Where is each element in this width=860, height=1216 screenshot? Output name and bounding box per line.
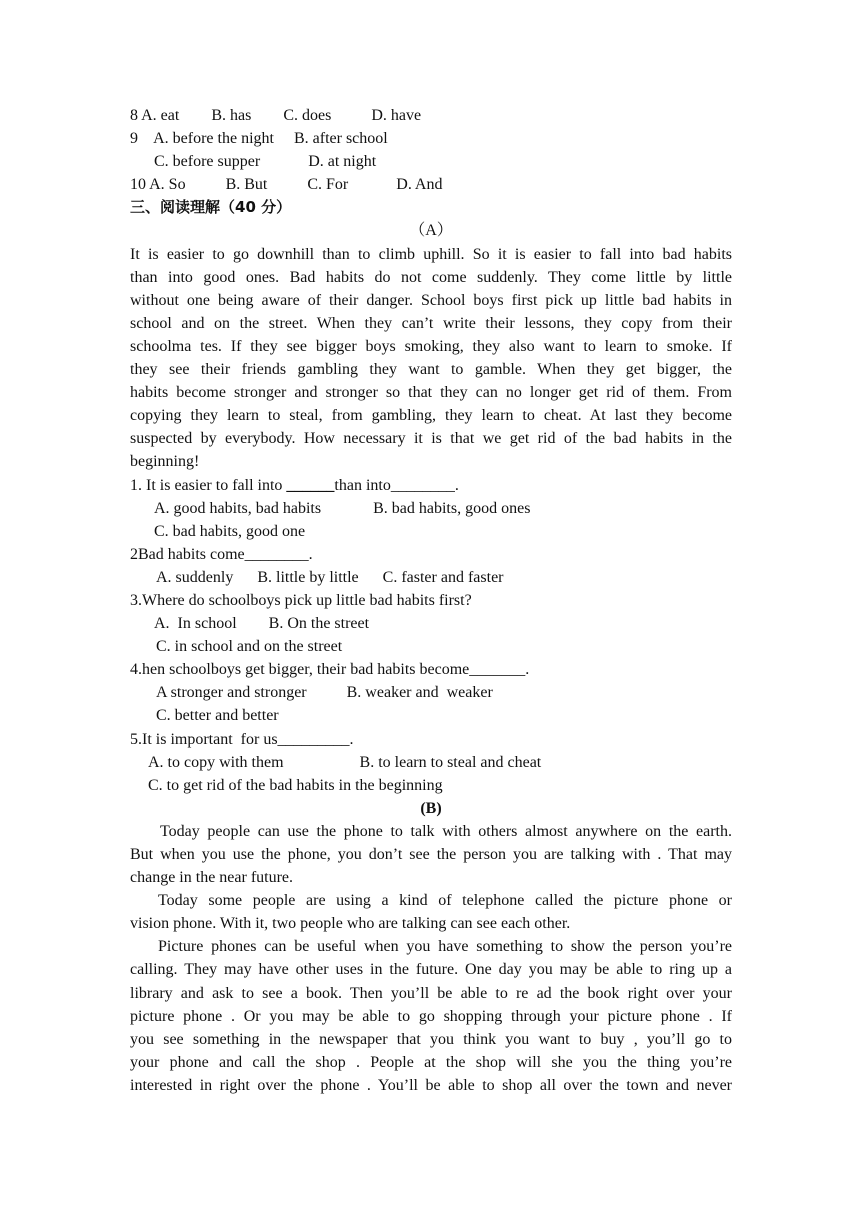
passage-b-line: Picture phones can be useful when you have something to show the person you’re [158,938,732,956]
passage-a-line: suspected by everybody. How necessary it is that we get rid of the bad habits in the [130,430,732,448]
question-5-options-ab: A. to copy with them B. to learn to steal and cheat [148,753,542,771]
passage-a-line: It is easier to go downhill than to climb uphill. So it is easier to fall into bad habits [130,245,732,263]
question-1-suffix: than into________. [334,476,459,494]
question-1-blank: ______ [286,476,335,494]
passage-b-line: your phone and call the shop . People at the shop will she you the thing you’re [130,1053,732,1071]
passage-a-line: school and on the street. When they can’t write their lessons, they copy from their [130,314,732,332]
passage-a-line: copying they learn to steal, from gambling, they learn to cheat. At last they become [130,407,732,425]
question-5-option-c: C. to get rid of the bad habits in the beginning [148,776,443,794]
question-1-options-ab: A. good habits, bad habits B. bad habits, good ones [154,499,531,517]
passage-b-line: interested in right over the phone . You’ll be able to shop all over the town and never [130,1076,732,1094]
passage-a-line: beginning! [130,453,200,471]
question-3-option-c: C. in school and on the street [156,638,343,656]
passage-b-line: But when you use the phone, you don’t see the person you are talking with . That may [130,846,732,863]
passage-b-line: you see something in the newspaper that you think you want to buy , you’ll go to [130,1030,732,1048]
cloze-option-10: 10 A. So B. But C. For D. And [130,176,443,194]
question-1 [130,474,732,497]
passage-a-line: without one being aware of their danger. School boys first pick up little bad habits in [130,291,732,309]
question-4-option-c: C. better and better [156,707,279,725]
question-4: 4.hen schoolboys get bigger, their bad habits become_______. [130,661,530,679]
question-2-options: A. suddenly B. little by little C. faster and faster [156,568,504,586]
passage-b-line: Today some people are using a kind of telephone called the picture phone or [158,892,732,910]
passage-a-text [130,243,732,474]
question-1-option-c: C. bad habits, good one [154,522,306,540]
question-1-prefix: 1. It is easier to fall into [130,476,287,494]
passage-b-label: (B) [420,799,442,817]
page-content [130,104,732,1097]
passage-a-line: than into good ones. Bad habits do not come suddenly. They come little by little [130,268,732,286]
passage-a-line: schoolma tes. If they see bigger boys smoking, they also want to learn to smoke. If [130,337,732,355]
question-3-options-ab: A. In school B. On the street [154,615,370,633]
question-4-options-ab: A stronger and stronger B. weaker and weaker [156,684,493,702]
passage-b-line: Today people can use the phone to talk with others almost anywhere on the earth. [160,822,732,840]
passage-b-line: library and ask to see a book. Then you’ll be able to re ad the book right over your [130,984,732,1002]
cloze-option-8: 8 A. eat B. has C. does D. have [130,107,422,124]
passage-b-text [130,820,732,1097]
passage-b-line: picture phone . Or you may be able to go shopping through your picture phone . If [130,1007,732,1025]
cloze-option-9-cd: C. before supper D. at night [130,153,377,171]
cloze-option-9-ab: 9 A. before the night B. after school [130,130,388,148]
passage-b-line: change in the near future. [130,869,294,887]
passage-a-line: habits become stronger and stronger so that they can no longer get rid of them. From [130,384,732,402]
passage-b-line: calling. They may have other uses in the future. One day you may be able to ring up a [130,961,732,979]
question-5: 5.It is important for us_________. [130,730,354,748]
passage-a-line: they see their friends gambling they want to gamble. When they get bigger, the [130,361,732,379]
passage-b-line: vision phone. With it, two people who are talking can see each other. [130,915,571,933]
question-2: 2Bad habits come________. [130,545,313,563]
question-3: 3.Where do schoolboys pick up little bad habits first? [130,591,472,609]
section-heading: 三、阅读理解（40 分） [130,198,292,217]
passage-a-label: （A） [409,222,453,240]
